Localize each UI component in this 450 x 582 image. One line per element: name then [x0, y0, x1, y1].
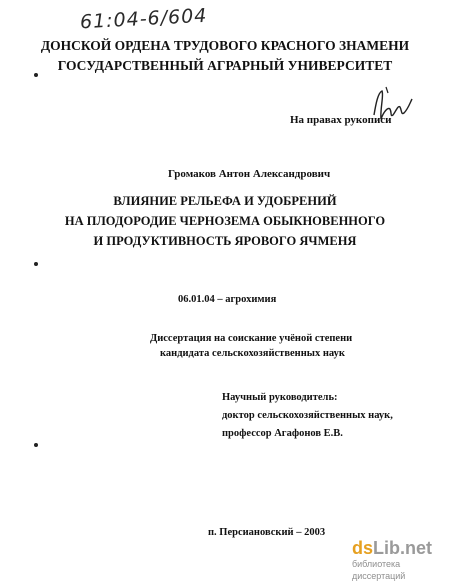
dissertation-degree-line-2: кандидата сельскохозяйственных наук — [160, 348, 345, 359]
dissertation-degree-line-1: Диссертация на соискание учёной степени — [150, 333, 353, 344]
author-name: Громаков Антон Александрович — [168, 168, 331, 180]
manuscript-note: На правах рукописи — [290, 114, 392, 126]
handwritten-archive-number: 61:04-6/604 — [79, 4, 208, 34]
margin-dot — [34, 73, 38, 77]
dslib-watermark — [352, 538, 447, 581]
dissertation-title-line-1: ВЛИЯНИЕ РЕЛЬЕФА И УДОБРЕНИЙ — [113, 194, 337, 208]
dissertation-title-line-3: И ПРОДУКТИВНОСТЬ ЯРОВОГО ЯЧМЕНЯ — [93, 234, 357, 248]
city-year: п. Персиановский – 2003 — [208, 527, 326, 538]
dissertation-title-line-2: НА ПЛОДОРОДИЕ ЧЕРНОЗЕМА ОБЫКНОВЕННОГО — [64, 214, 386, 228]
supervisor-degree: доктор сельскохозяйственных наук, — [222, 410, 393, 421]
organization-line-2: ГОСУДАРСТВЕННЫЙ АГРАРНЫЙ УНИВЕРСИТЕТ — [57, 58, 393, 73]
margin-dot — [34, 262, 38, 266]
specialty-code: 06.01.04 – агрохимия — [178, 294, 277, 305]
organization-line-1: ДОНСКОЙ ОРДЕНА ТРУДОВОГО КРАСНОГО ЗНАМЕНИ — [40, 38, 410, 53]
watermark-subtitle: библиотека диссертаций — [352, 559, 406, 581]
margin-dot — [34, 443, 38, 447]
watermark-brand-ds: ds — [352, 538, 374, 558]
supervisor-name: профессор Агафонов Е.В. — [222, 428, 343, 439]
supervisor-label: Научный руководитель: — [222, 392, 338, 403]
watermark-brand-lib: Lib.net — [373, 538, 433, 558]
